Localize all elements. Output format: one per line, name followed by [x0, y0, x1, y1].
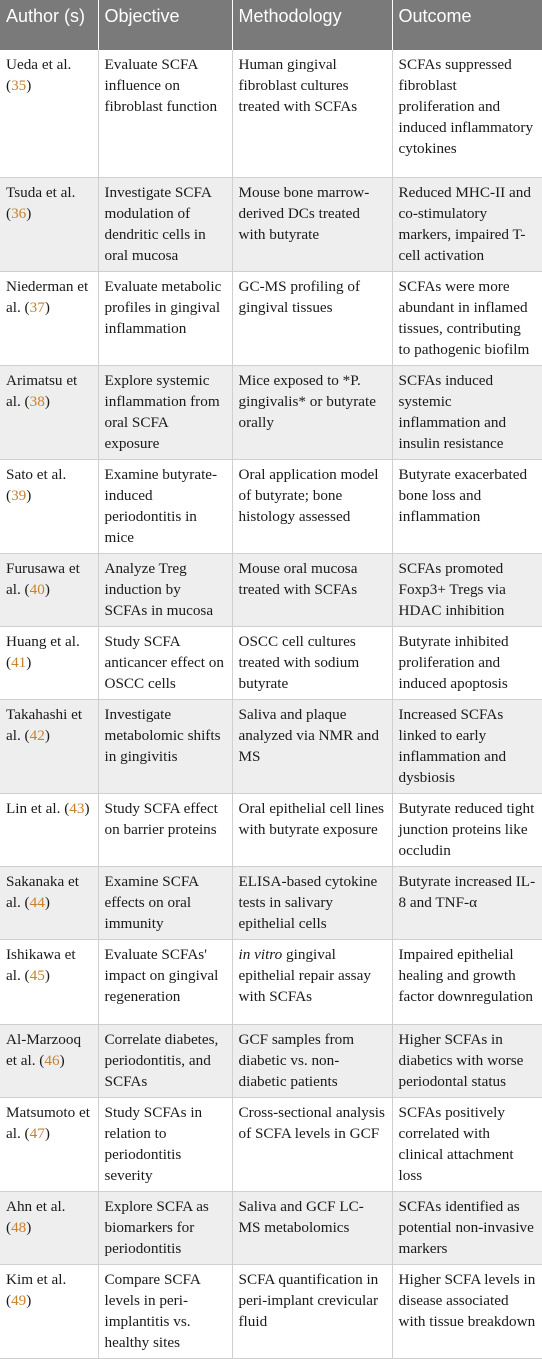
outcome-cell: Higher SCFAs in diabetics with worse periodontal status — [392, 1024, 542, 1097]
objective-cell: Investigate SCFA modulation of dendritic cells in oral mucosa — [98, 177, 232, 271]
reference-link[interactable]: 43 — [69, 799, 85, 817]
methodology-cell: in vitro gingival epithelial repair assay with SCFAs — [232, 939, 392, 1024]
table-row — [0, 553, 542, 626]
outcome-cell: Butyrate increased IL-8 and TNF-α — [392, 866, 542, 939]
author-cell: Furusawa et al. (40) — [0, 553, 98, 626]
author-cell: Al-Marzooq et al. (46) — [0, 1024, 98, 1097]
header-outcome: Outcome — [392, 0, 542, 50]
objective-cell: Study SCFAs in relation to periodontitis severity — [98, 1097, 232, 1191]
methodology-cell: Saliva and GCF LC-MS metabolomics — [232, 1191, 392, 1264]
table-row — [0, 365, 542, 459]
reference-link[interactable]: 38 — [29, 392, 45, 410]
outcome-cell: Higher SCFA levels in disease associated with tissue breakdown — [392, 1264, 542, 1358]
methodology-cell: GC-MS profiling of gingival tissues — [232, 271, 392, 365]
methodology-cell: GCF samples from diabetic vs. non-diabetic patients — [232, 1024, 392, 1097]
table-body — [0, 50, 542, 1358]
header-row — [0, 0, 542, 50]
objective-cell: Explore systemic inflammation from oral SCFA exposure — [98, 365, 232, 459]
table-row — [0, 866, 542, 939]
outcome-cell: SCFAs promoted Foxp3+ Tregs via HDAC inhibition — [392, 553, 542, 626]
objective-cell: Analyze Treg induction by SCFAs in mucosa — [98, 553, 232, 626]
reference-link[interactable]: 35 — [11, 77, 27, 94]
methodology-cell: Human gingival fibroblast cultures treated with SCFAs — [232, 50, 392, 177]
objective-cell: Compare SCFA levels in peri-implantitis vs. healthy sites — [98, 1264, 232, 1358]
outcome-cell: SCFAs identified as potential non-invasive markers — [392, 1191, 542, 1264]
outcome-cell: Reduced MHC-II and co-stimulatory markers, impaired T-cell activation — [392, 177, 542, 271]
outcome-cell: Butyrate exacerbated bone loss and inflammation — [392, 459, 542, 553]
author-cell: Niederman et al. (37) — [0, 271, 98, 365]
methodology-cell: ELISA-based cytokine tests in salivary epithelial cells — [232, 866, 392, 939]
objective-cell: Correlate diabetes, periodontitis, and SCFAs — [98, 1024, 232, 1097]
table-row — [0, 793, 542, 866]
outcome-cell: SCFAs suppressed fibroblast proliferation and induced inflammatory cytokines — [392, 50, 542, 177]
table-row — [0, 1024, 542, 1097]
reference-link[interactable]: 45 — [29, 966, 45, 984]
methodology-cell: SCFA quantification in peri-implant crevicular fluid — [232, 1264, 392, 1358]
author-cell: Kim et al. (49) — [0, 1264, 98, 1358]
header-objective: Objective — [98, 0, 232, 50]
table-row — [0, 1097, 542, 1191]
outcome-cell: Butyrate inhibited proliferation and induced apoptosis — [392, 626, 542, 699]
author-cell: Ahn et al. (48) — [0, 1191, 98, 1264]
methodology-cell: Saliva and plaque analyzed via NMR and MS — [232, 699, 392, 793]
outcome-cell: SCFAs induced systemic inflammation and insulin resistance — [392, 365, 542, 459]
objective-cell: Evaluate SCFAs' impact on gingival regeneration — [98, 939, 232, 1024]
objective-cell: Investigate metabolomic shifts in gingivitis — [98, 699, 232, 793]
methodology-cell: Mice exposed to *P. gingivalis* or butyrate orally — [232, 365, 392, 459]
author-cell: Arimatsu et al. (38) — [0, 365, 98, 459]
reference-link[interactable]: 46 — [44, 1051, 60, 1069]
objective-cell: Examine SCFA effects on oral immunity — [98, 866, 232, 939]
objective-cell: Evaluate SCFA influence on fibroblast function — [98, 50, 232, 177]
header-author: Author (s) — [0, 0, 98, 50]
objective-cell: Explore SCFA as biomarkers for periodontitis — [98, 1191, 232, 1264]
objective-cell: Examine butyrate-induced periodontitis in mice — [98, 459, 232, 553]
outcome-cell: Impaired epithelial healing and growth factor downregulation — [392, 939, 542, 1024]
author-cell: Takahashi et al. (42) — [0, 699, 98, 793]
methodology-cell: Oral epithelial cell lines with butyrate exposure — [232, 793, 392, 866]
objective-cell: Study SCFA anticancer effect on OSCC cells — [98, 626, 232, 699]
objective-cell: Evaluate metabolic profiles in gingival inflammation — [98, 271, 232, 365]
methodology-cell: Mouse bone marrow-derived DCs treated with butyrate — [232, 177, 392, 271]
author-cell: Sato et al. (39) — [0, 459, 98, 553]
table-header — [0, 0, 542, 50]
reference-link[interactable]: 36 — [11, 204, 27, 222]
reference-link[interactable]: 40 — [29, 580, 45, 598]
table-row — [0, 1264, 542, 1358]
methodology-cell: OSCC cell cultures treated with sodium butyrate — [232, 626, 392, 699]
table-row — [0, 699, 542, 793]
author-cell: Ishikawa et al. (45) — [0, 939, 98, 1024]
methodology-cell: Mouse oral mucosa treated with SCFAs — [232, 553, 392, 626]
table-row — [0, 50, 542, 177]
author-cell: Huang et al. (41) — [0, 626, 98, 699]
methodology-cell: Oral application model of butyrate; bone histology assessed — [232, 459, 392, 553]
reference-link[interactable]: 41 — [11, 653, 27, 671]
table-row — [0, 459, 542, 553]
reference-link[interactable]: 37 — [29, 298, 45, 316]
table-row — [0, 177, 542, 271]
reference-link[interactable]: 42 — [29, 726, 45, 744]
table-row — [0, 939, 542, 1024]
table-row — [0, 271, 542, 365]
objective-cell: Study SCFA effect on barrier proteins — [98, 793, 232, 866]
outcome-cell: SCFAs positively correlated with clinical attachment loss — [392, 1097, 542, 1191]
table-row — [0, 1191, 542, 1264]
methodology-cell: Cross-sectional analysis of SCFA levels in GCF — [232, 1097, 392, 1191]
reference-link[interactable]: 48 — [11, 1218, 27, 1236]
table-row — [0, 626, 542, 699]
author-cell: Lin et al. (43) — [0, 793, 98, 866]
outcome-cell: Butyrate reduced tight junction proteins like occludin — [392, 793, 542, 866]
reference-link[interactable]: 44 — [29, 893, 45, 911]
reference-link[interactable]: 49 — [11, 1291, 27, 1309]
reference-link[interactable]: 39 — [11, 486, 27, 504]
outcome-cell: Increased SCFAs linked to early inflammation and dysbiosis — [392, 699, 542, 793]
reference-link[interactable]: 47 — [29, 1124, 45, 1142]
author-cell: Matsumoto et al. (47) — [0, 1097, 98, 1191]
outcome-cell: SCFAs were more abundant in inflamed tissues, contributing to pathogenic biofilm — [392, 271, 542, 365]
author-cell: Tsuda et al. (36) — [0, 177, 98, 271]
header-methodology: Methodology — [232, 0, 392, 50]
author-cell: Sakanaka et al. (44) — [0, 866, 98, 939]
author-cell: Ueda et al. (35) — [0, 50, 98, 177]
